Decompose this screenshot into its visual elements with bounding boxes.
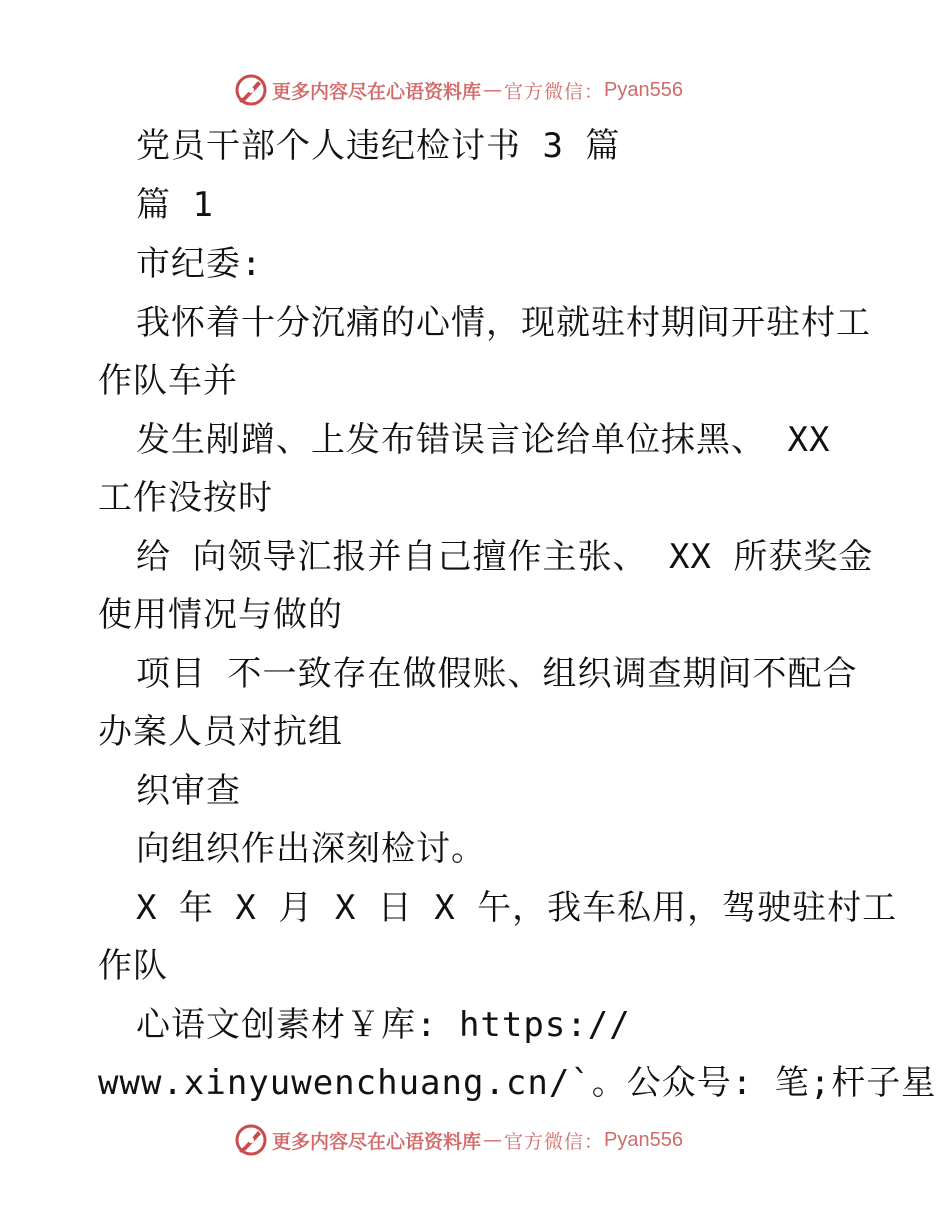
salutation: 市纪委: bbox=[136, 244, 263, 284]
body-line: 办案人员对抗组 bbox=[98, 712, 343, 752]
body-line: 织审查 bbox=[136, 771, 241, 811]
body-line: 作队车并 bbox=[98, 361, 238, 401]
promo-line: 心语文创素材￥库: https:// bbox=[136, 1005, 631, 1045]
banner-dash: — bbox=[483, 79, 503, 101]
banner-dash: — bbox=[483, 1129, 503, 1151]
body-line: 我怀着十分沉痛的心情，现就驻村期间开驻村工 bbox=[136, 303, 871, 343]
banner-title: 更多内容尽在心语资料库 bbox=[272, 80, 482, 103]
quill-logo-icon bbox=[234, 1123, 268, 1157]
body-line: 向组织作出深刻检讨。 bbox=[136, 829, 486, 869]
header-watermark-banner bbox=[234, 72, 683, 108]
body-line: 项目 不一致存在做假账、组织调查期间不配合 bbox=[136, 654, 858, 694]
body-line: 作队 bbox=[98, 946, 168, 986]
quill-logo-icon bbox=[234, 73, 268, 107]
banner-wechat-id: Pyan556 bbox=[604, 78, 683, 101]
body-line: 使用情况与做的 bbox=[98, 595, 343, 635]
footer-watermark-banner bbox=[234, 1122, 683, 1158]
promo-url-line: www.xinyuwenchuang.cn/`。公众号: 笔;杆子星 bbox=[98, 1063, 937, 1103]
body-line: X 年 X 月 X 日 X 午，我车私用，驾驶驻村工 bbox=[136, 888, 898, 928]
body-line: 给 向领导汇报并自己擅作主张、 XX 所获奖金 bbox=[136, 537, 874, 577]
body-line: 发生剐蹭、上发布错误言论给单位抹黑、 XX bbox=[136, 420, 831, 460]
banner-wechat-id: Pyan556 bbox=[604, 1128, 683, 1151]
body-line: 工作没按时 bbox=[98, 478, 273, 518]
banner-title: 更多内容尽在心语资料库 bbox=[272, 1130, 482, 1153]
banner-wechat-label: 官方微信： bbox=[504, 1130, 605, 1153]
document-title: 党员干部个人违纪检讨书 3 篇 bbox=[136, 126, 621, 166]
section-heading: 篇 1 bbox=[136, 185, 214, 225]
banner-wechat-label: 官方微信： bbox=[504, 80, 605, 103]
